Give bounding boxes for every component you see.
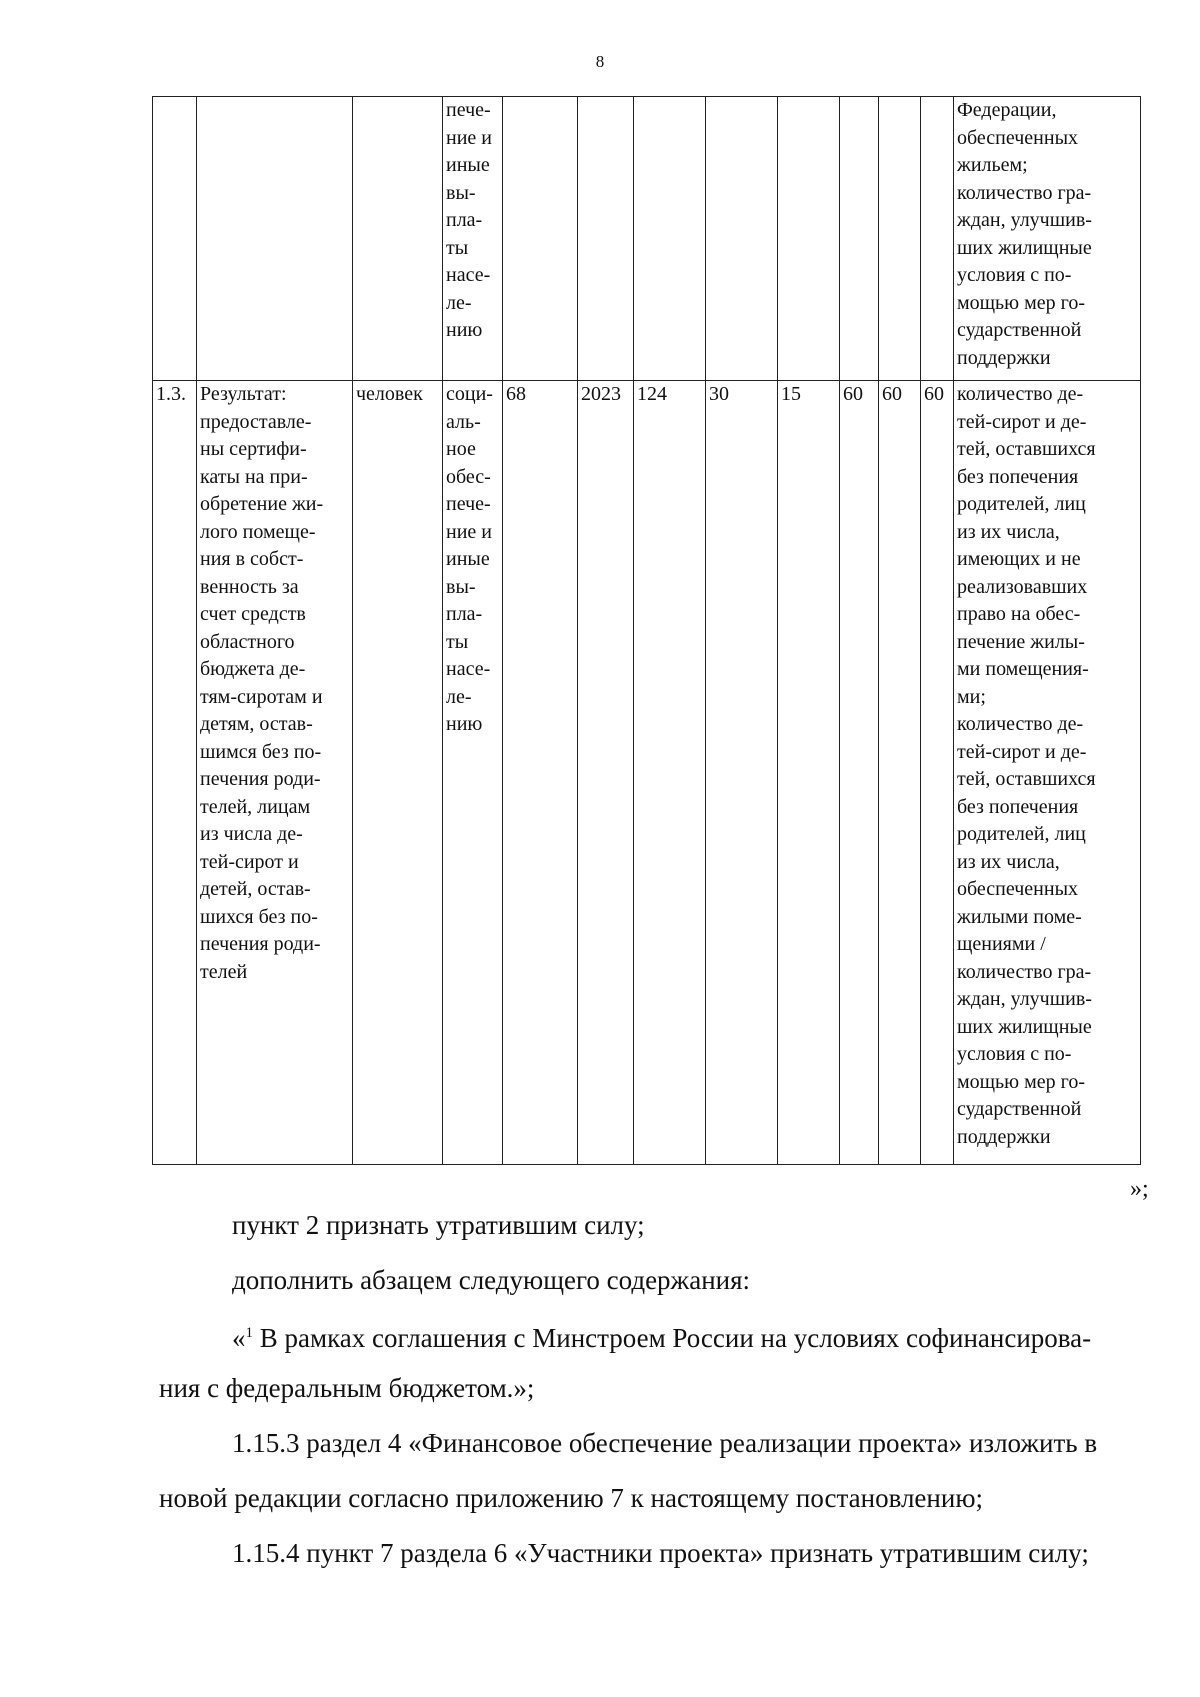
paragraph-item-2-repealed: пункт 2 признать утратившим силу; [232,1210,645,1240]
cell-num: 1.3. [153,381,197,1165]
cell-year: 2023 [578,381,634,1165]
table-row [153,381,1141,1165]
cell-v4: 60 [840,381,879,1165]
cell-v3: 15 [778,381,840,1165]
cell-v6: 60 [921,381,954,1165]
cell-unit: человек [353,381,443,1165]
paragraph-1-15-3-line1: 1.15.3 раздел 4 «Финансовое обеспечение реализации проекта» изложить в [232,1428,1098,1458]
indicators-table [152,96,1141,1165]
cell-v2 [706,97,778,381]
closing-quote-mark: »; [1130,1176,1149,1202]
cell-result [197,97,353,381]
page-number: 8 [595,52,605,71]
cell-v5: 60 [879,381,921,1165]
cell-unit [353,97,443,381]
cell-note: количество де- тей-сирот и де- тей, оставшихся без попечения родителей, лиц из их числа, имеющих и не реализовавших право на обес- печение жилы- ми помещения- ми; количество де- тей-сирот и де- тей, оставшихся без попечения родителей, лиц из их числа, обеспеченных жилыми поме- щениями / количество гра- ждан, улучшив- ших жилищные условия с по- мощью мер го- сударственной поддержки [954,381,1141,1165]
quote-open: « [232,1323,246,1353]
cell-v1: 124 [634,381,706,1165]
footnote-marker: 1 [245,1325,253,1341]
cell-base: 68 [503,381,578,1165]
cell-year [578,97,634,381]
cell-type: пече- ние и иные вы- пла- ты насе- ле- нию [443,97,503,381]
cell-v2: 30 [706,381,778,1165]
cell-v1 [634,97,706,381]
paragraph-1-15-3-line2: новой редакции согласно приложению 7 к настоящему постановлению; [159,1483,983,1513]
cell-base [503,97,578,381]
footnote-text: В рамках соглашения с Минстроем России на условиях софинансирова- [253,1323,1092,1353]
paragraph-footnote-line2: ния с федеральным бюджетом.»; [159,1373,535,1403]
cell-v4 [840,97,879,381]
cell-num [153,97,197,381]
cell-type: соци- аль- ное обес- пече- ние и иные вы- пла- ты насе- ле- нию [443,381,503,1165]
cell-result: Результат: предоставле- ны сертифи- каты на при- обретение жи- лого помеще- ния в собст- венность за счет средств областного бюджета де- тям-сиротам и детям, остав- шимся без по- печения роди- телей, лицам из числа де- тей-сирот и детей, остав- шихся без по- печения роди- телей [197,381,353,1165]
cell-note: Федерации, обеспеченных жильем; количество гра- ждан, улучшив- ших жилищные условия с по- мощью мер го- сударственной поддержки [954,97,1141,381]
cell-v6 [921,97,954,381]
paragraph-add-subparagraph: дополнить абзацем следующего содержания: [232,1265,751,1295]
paragraph-1-15-4: 1.15.4 пункт 7 раздела 6 «Участники проекта» признать утратившим силу; [232,1538,1089,1568]
cell-v3 [778,97,840,381]
paragraph-footnote-line1 [232,1318,1091,1353]
table-row [153,97,1141,381]
cell-v5 [879,97,921,381]
